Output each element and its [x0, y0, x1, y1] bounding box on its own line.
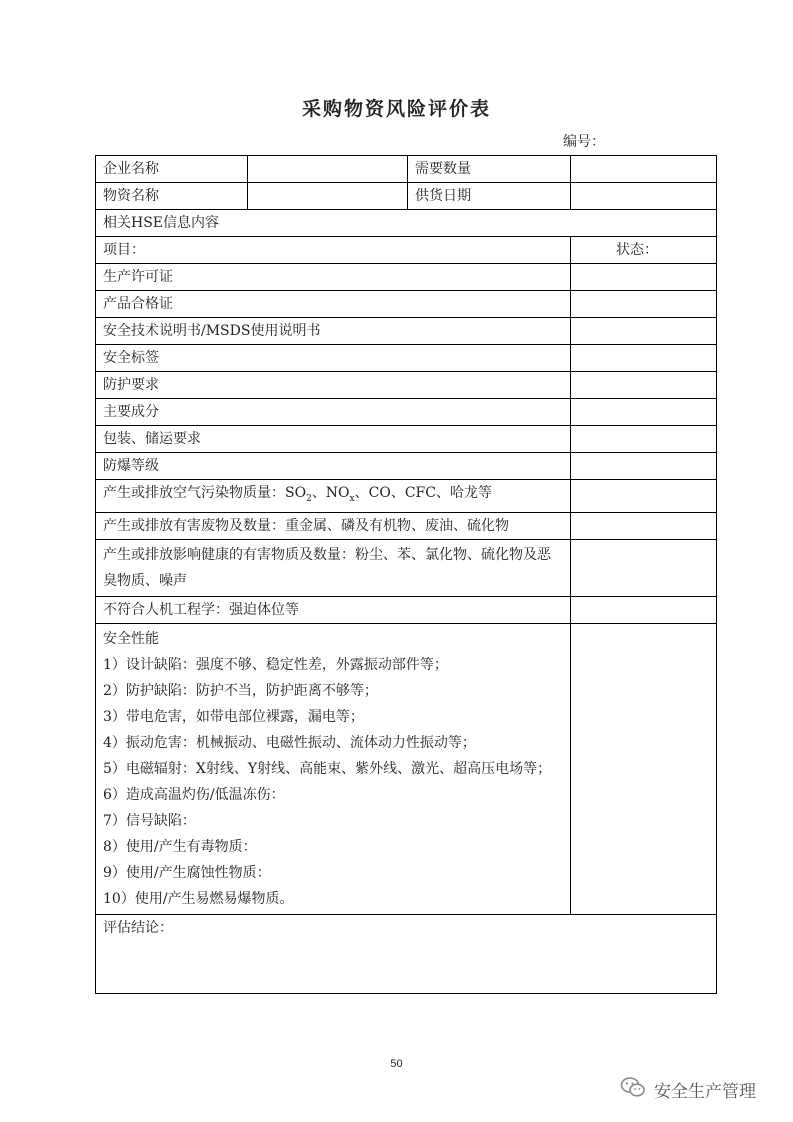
risk-assessment-table: [95, 155, 717, 994]
table-row: [96, 156, 717, 183]
safety-item: 9）使用/产生腐蚀性物质：: [103, 864, 271, 881]
table-row: [96, 210, 717, 237]
table-row: [96, 596, 717, 623]
table-row: [96, 318, 717, 345]
safety-performance-cell: [96, 623, 571, 914]
status-field[interactable]: [571, 264, 717, 291]
table-row: [96, 453, 717, 480]
safety-header: 安全性能: [103, 630, 159, 647]
page-number: 50: [390, 1058, 403, 1070]
item-header: 项目：: [96, 237, 571, 264]
hse-info-header: 相关HSE信息内容: [96, 210, 717, 237]
status-field[interactable]: [571, 291, 717, 318]
item-label: 主要成分: [96, 399, 571, 426]
safety-item: 8）使用/产生有毒物质：: [103, 838, 257, 855]
item-label: 防爆等级: [96, 453, 571, 480]
safety-item: 4）振动危害：机械振动、电磁性振动、流体动力性振动等；: [103, 734, 476, 751]
safety-item: 7）信号缺陷：: [103, 812, 196, 829]
table-row: [96, 426, 717, 453]
air-pollutants-prefix: 产生或排放空气污染物质量：SO: [103, 485, 307, 501]
watermark: [620, 1076, 756, 1103]
status-header: 状态：: [571, 237, 717, 264]
table-row: [96, 372, 717, 399]
delivery-date-label: 供货日期: [408, 183, 571, 210]
item-label: 安全标签: [96, 345, 571, 372]
status-field[interactable]: [571, 372, 717, 399]
air-pollutants-mid: 、NO: [311, 485, 350, 501]
table-row: [96, 399, 717, 426]
status-field[interactable]: [571, 596, 717, 623]
company-name-label: 企业名称: [96, 156, 248, 183]
safety-item: 10）使用/产生易燃易爆物质。: [103, 890, 294, 907]
hazardous-waste-label: 产生或排放有害废物及数量：重金属、磷及有机物、废油、硫化物: [96, 512, 571, 539]
conclusion-label: 评估结论：: [103, 919, 173, 936]
quantity-field[interactable]: [571, 156, 717, 183]
quantity-label: 需要数量: [408, 156, 571, 183]
watermark-text: 安全生产管理: [654, 1082, 756, 1102]
table-row: [96, 512, 717, 539]
company-name-field[interactable]: [248, 156, 408, 183]
delivery-date-field[interactable]: [571, 183, 717, 210]
status-field[interactable]: [571, 512, 717, 539]
table-row: [96, 914, 717, 993]
nox-subscript: x: [349, 493, 355, 504]
table-row: [96, 264, 717, 291]
table-row: [96, 183, 717, 210]
item-label: 安全技术说明书/MSDS使用说明书: [96, 318, 571, 345]
status-field[interactable]: [571, 318, 717, 345]
status-field[interactable]: [571, 399, 717, 426]
table-row: [96, 291, 717, 318]
air-pollutants-label: [96, 480, 571, 513]
safety-item: 6）造成高温灼伤/低温冻伤：: [103, 786, 285, 803]
safety-item: 5）电磁辐射：X射线、Y射线、高能束、紫外线、激光、超高压电场等；: [103, 760, 552, 777]
item-label: 包装、储运要求: [96, 426, 571, 453]
table-row: [96, 237, 717, 264]
table-row: [96, 345, 717, 372]
item-label: 生产许可证: [96, 264, 571, 291]
conclusion-cell[interactable]: [96, 914, 717, 993]
safety-item: 2）防护缺陷：防护不当，防护距离不够等；: [103, 682, 378, 699]
item-label: 产品合格证: [96, 291, 571, 318]
material-name-field[interactable]: [248, 183, 408, 210]
item-label: 防护要求: [96, 372, 571, 399]
material-name-label: 物资名称: [96, 183, 248, 210]
table-row: [96, 480, 717, 513]
serial-number-label: 编号：: [563, 134, 605, 150]
status-field[interactable]: [571, 539, 717, 596]
table-row: [96, 623, 717, 914]
status-field[interactable]: [571, 480, 717, 513]
health-hazard-label: 产生或排放影响健康的有害物质及数量：粉尘、苯、氯化物、硫化物及恶臭物质、噪声: [96, 539, 571, 596]
air-pollutants-suffix: 、CO、CFC、哈龙等: [354, 485, 492, 501]
safety-item: 3）带电危害，如带电部位裸露，漏电等；: [103, 708, 364, 725]
ergonomics-label: 不符合人机工程学：强迫体位等: [96, 596, 571, 623]
status-field[interactable]: [571, 453, 717, 480]
table-row: [96, 539, 717, 596]
wechat-icon: [620, 1076, 654, 1103]
status-field[interactable]: [571, 426, 717, 453]
so2-subscript: 2: [306, 493, 312, 504]
document-title: 采购物资风险评价表: [301, 98, 491, 120]
status-field[interactable]: [571, 345, 717, 372]
safety-item: 1）设计缺陷：强度不够、稳定性差，外露振动部件等；: [103, 656, 448, 673]
status-field[interactable]: [571, 623, 717, 914]
